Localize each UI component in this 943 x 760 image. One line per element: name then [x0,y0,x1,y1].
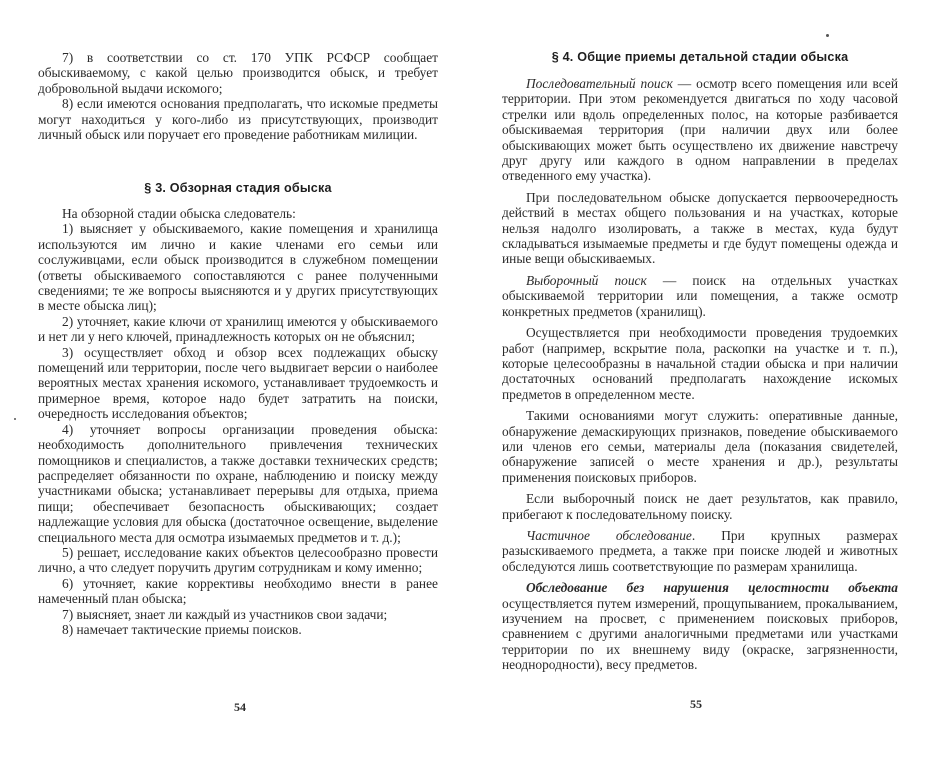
paragraph-text: . При крупных размерах разыскиваемого предмета, а также при поиске людей и животных обследуются лишь соответствующие по размерам хранилища. [502,527,898,574]
term: Последовательный поиск [526,76,673,91]
list-item: 4) уточняет вопросы организации проведения обыска: необходимость дополнительного привлечения технических помощников и специалистов, а также доставки технических средств; распределяет обязанности по охране, наблюдению и поиску между участниками обыска; устанавливает перерывы для отдыха, приема пищи; обеспечивает безопасность обыскивающих; создает надлежащие условия для обыска (достаточное освещение, выделение специального места для осмотра изымаемых предметов и т. д.); [38,421,438,545]
paragraph [502,528,898,574]
print-speck [826,34,829,37]
right-page [502,0,898,760]
paragraph-text: — поиск на отдельных участках обыскиваемой территории или помещения, а также осмотр конкретных предметов (хранилищ). [502,272,898,319]
list-item: 5) решает, исследование каких объектов целесообразно провести лично, а что следует поручить другим сотрудникам и кому именно; [38,544,438,576]
section-heading-3-wrap [38,181,438,195]
paragraph [502,76,898,184]
paragraph-text: — осмотр всего помещения или всей территории. При этом рекомендуется двигаться по ходу часовой стрелки или вдоль определенных полос, на которые разбивается обыскиваемая территория (при наличии двух или более обыскивающих может быть осуществлено их движение навстречу друг другу или каждого в одном направлении в пределах отведенного ему участка). [502,76,898,184]
left-page [38,0,438,760]
paragraph [502,273,898,319]
list-item: 2) уточняет, какие ключи от хранилищ имеются у обыскиваемого и нет ли у него ключей, принадлежность которых он не объяснил; [38,313,438,345]
paragraph: Если выборочный поиск не дает результатов, как правило, прибегают к последовательному поиску. [502,491,898,522]
list-item: 7) выясняет, знает ли каждый из участников свои задачи; [62,606,388,622]
page-number: 54 [234,700,246,714]
paragraph: При последовательном обыске допускается первоочередность действий в местах общего пользования и на участках, которые нельзя надолго изолировать, а также в местах, куда будут складываться изымаемые предметы и где будут помещены одежда и иные вещи обыскиваемых. [502,189,898,267]
term: Выборочный поиск [526,272,647,288]
paragraph: Такими основаниями могут служить: оперативные данные, обнаружение демаскирующих признаков, поведение обыскиваемого или членов его семьи, материалы дела (показания свидетелей, обнаружение записей о месте хранения и др.), результаты применения поисковых приборов. [502,408,898,485]
paragraph: 7) в соответствии со ст. 170 УПК РСФСР сообщает обыскиваемому, с какой целью производится обыск, и требует добровольной выдачи искомого; [38,50,438,96]
paragraph: Осуществляется при необходимости проведения трудоемких работ (например, вскрытие пола, раскопки на участке и т. п.), которые целесообразны в начальной стадии обыска и при наличии достаточных оснований предполагать нахождение искомых предметов в определенном месте. [502,325,898,402]
paragraph: 8) если имеются основания предполагать, что искомые предметы могут находиться у кого-либо из присутствующих, производит личный обыск или поручает его проведение работникам милиции. [38,96,438,143]
paragraph: На обзорной стадии обыска следователь: [62,206,296,221]
list-item: 1) выясняет у обыскиваемого, какие помещения и хранилища используются им лично и какие членами его семьи или сослуживцами, если обыск производится в служебном помещении (ответы обыскиваемого сопоставляются с ранее полученными сведениями; те же вопросы выясняются и у других присутствующих в месте обыска лиц); [38,221,438,314]
right-body-paragraphs [502,76,898,673]
term: Обследование без нарушения целостности объекта [526,580,898,596]
section-heading-4-wrap [502,50,898,64]
print-speck [14,418,16,420]
page-number: 55 [690,697,702,711]
section-heading: § 4. Общие приемы детальной стадии обыска [551,50,849,64]
left-body-paragraphs [38,206,438,637]
list-item: 3) осуществляет обход и обзор всех подлежащих обыску помещений или территории, после чего выдвигает версии о наиболее вероятных местах хранения искомого, устанавливает трудоемкость и примерное время, которое надо будет затратить на поиски, очередность исследования объектов; [38,344,438,422]
paragraph-text: осуществляется путем измерений, прощупыванием, прокалыванием, изучением на просвет, с применением поисковых приборов, сравнением с другими аналогичными предметами или участками территории по их внешнему виду (окраске, загрязненности, неоднородности), весу предметов. [502,595,898,673]
term: Частичное обследование [526,527,692,543]
paragraph [502,580,898,672]
list-item: 6) уточняет, какие коррективы необходимо внести в ранее намеченный план обыска; [38,575,438,607]
left-top-paragraphs [38,50,438,142]
section-heading: § 3. Обзорная стадия обыска [144,181,332,195]
list-item: 8) намечает тактические приемы поисков. [62,621,302,637]
